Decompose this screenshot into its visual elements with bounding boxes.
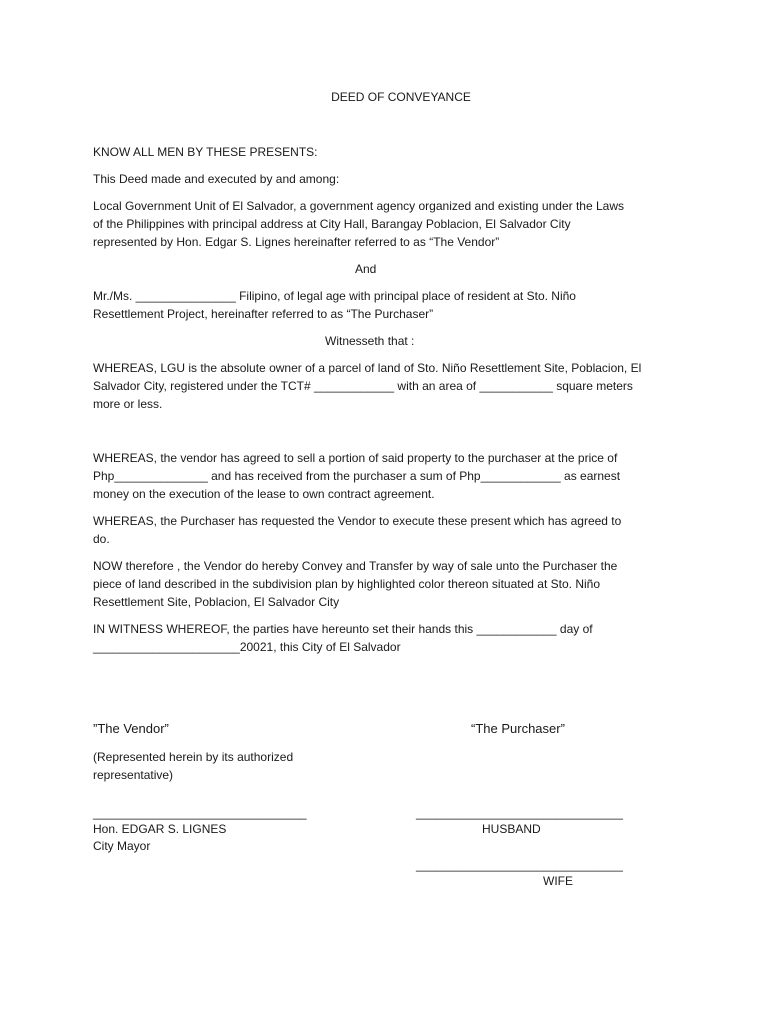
document-title: DEED OF CONVEYANCE <box>331 90 471 104</box>
whereas-sale-line: money on the execution of the lease to own contract agreement. <box>93 487 435 501</box>
represented-note-line: (Represented herein by its authorized <box>93 750 294 764</box>
purchaser-paragraph-line: Resettlement Project, hereinafter referred to as “The Purchaser” <box>93 307 434 321</box>
whereas-ownership-paragraph <box>93 359 683 413</box>
whereas-request-line: do. <box>93 532 110 546</box>
in-witness-paragraph <box>93 620 683 656</box>
deed-intro: This Deed made and executed by and among: <box>93 172 340 186</box>
whereas-sale-paragraph <box>93 449 683 503</box>
in-witness-line: ______________________20021, this City of El Salvador <box>93 640 401 654</box>
vendor-paragraph-line: represented by Hon. Edgar S. Lignes hereinafter referred to as “The Vendor” <box>93 235 500 249</box>
vendor-title: City Mayor <box>93 839 151 853</box>
vendor-paragraph <box>93 197 683 251</box>
whereas-ownership-line: Salvador City, registered under the TCT# ____________ with an area of ___________ square meters <box>93 379 633 393</box>
represented-note <box>93 748 353 784</box>
whereas-sale-line: WHEREAS, the vendor has agreed to sell a portion of said property to the purchaser at the price of <box>93 451 618 465</box>
represented-note-line: representative) <box>93 768 174 782</box>
vendor-signature-line: ________________________________ <box>93 806 307 820</box>
and-connector: And <box>355 262 377 276</box>
in-witness-line: IN WITNESS WHEREOF, the parties have hereunto set their hands this ____________ day of <box>93 622 593 636</box>
now-therefore-line: NOW therefore , the Vendor do hereby Convey and Transfer by way of sale unto the Purchaser the <box>93 559 618 573</box>
whereas-sale-line: Php______________ and has received from the purchaser a sum of Php____________ as earnest <box>93 469 621 483</box>
whereas-request-paragraph <box>93 512 683 548</box>
purchaser-signature-line: _______________________________ <box>416 806 623 820</box>
wife-label: WIFE <box>543 874 573 888</box>
whereas-request-line: WHEREAS, the Purchaser has requested the Vendor to execute these present which has agreed to <box>93 514 622 528</box>
whereas-ownership-line: more or less. <box>93 397 163 411</box>
purchaser-paragraph <box>93 287 683 323</box>
vendor-name: Hon. EDGAR S. LIGNES <box>93 822 227 836</box>
vendor-paragraph-line: of the Philippines with principal address at City Hall, Barangay Poblacion, El Salvador City <box>93 217 571 231</box>
now-therefore-paragraph <box>93 557 683 611</box>
now-therefore-line: piece of land described in the subdivision plan by highlighted color thereon situated at Sto. Niño <box>93 577 600 591</box>
vendor-paragraph-line: Local Government Unit of El Salvador, a government agency organized and existing under the Laws <box>93 199 624 213</box>
husband-label: HUSBAND <box>482 822 541 836</box>
vendor-signature-label: ”The Vendor” <box>93 721 169 736</box>
purchaser-signature-label: “The Purchaser” <box>471 721 565 736</box>
purchaser-paragraph-line: Mr./Ms. _______________ Filipino, of legal age with principal place of resident at Sto. Niño <box>93 289 576 303</box>
now-therefore-line: Resettlement Site, Poblacion, El Salvador City <box>93 595 340 609</box>
whereas-ownership-line: WHEREAS, LGU is the absolute owner of a parcel of land of Sto. Niño Resettlement Site, Poblacion, El <box>93 361 642 375</box>
wife-signature-line: _______________________________ <box>416 858 623 872</box>
know-all-heading: KNOW ALL MEN BY THESE PRESENTS: <box>93 145 318 159</box>
witnesseth-heading: Witnesseth that : <box>325 334 415 348</box>
